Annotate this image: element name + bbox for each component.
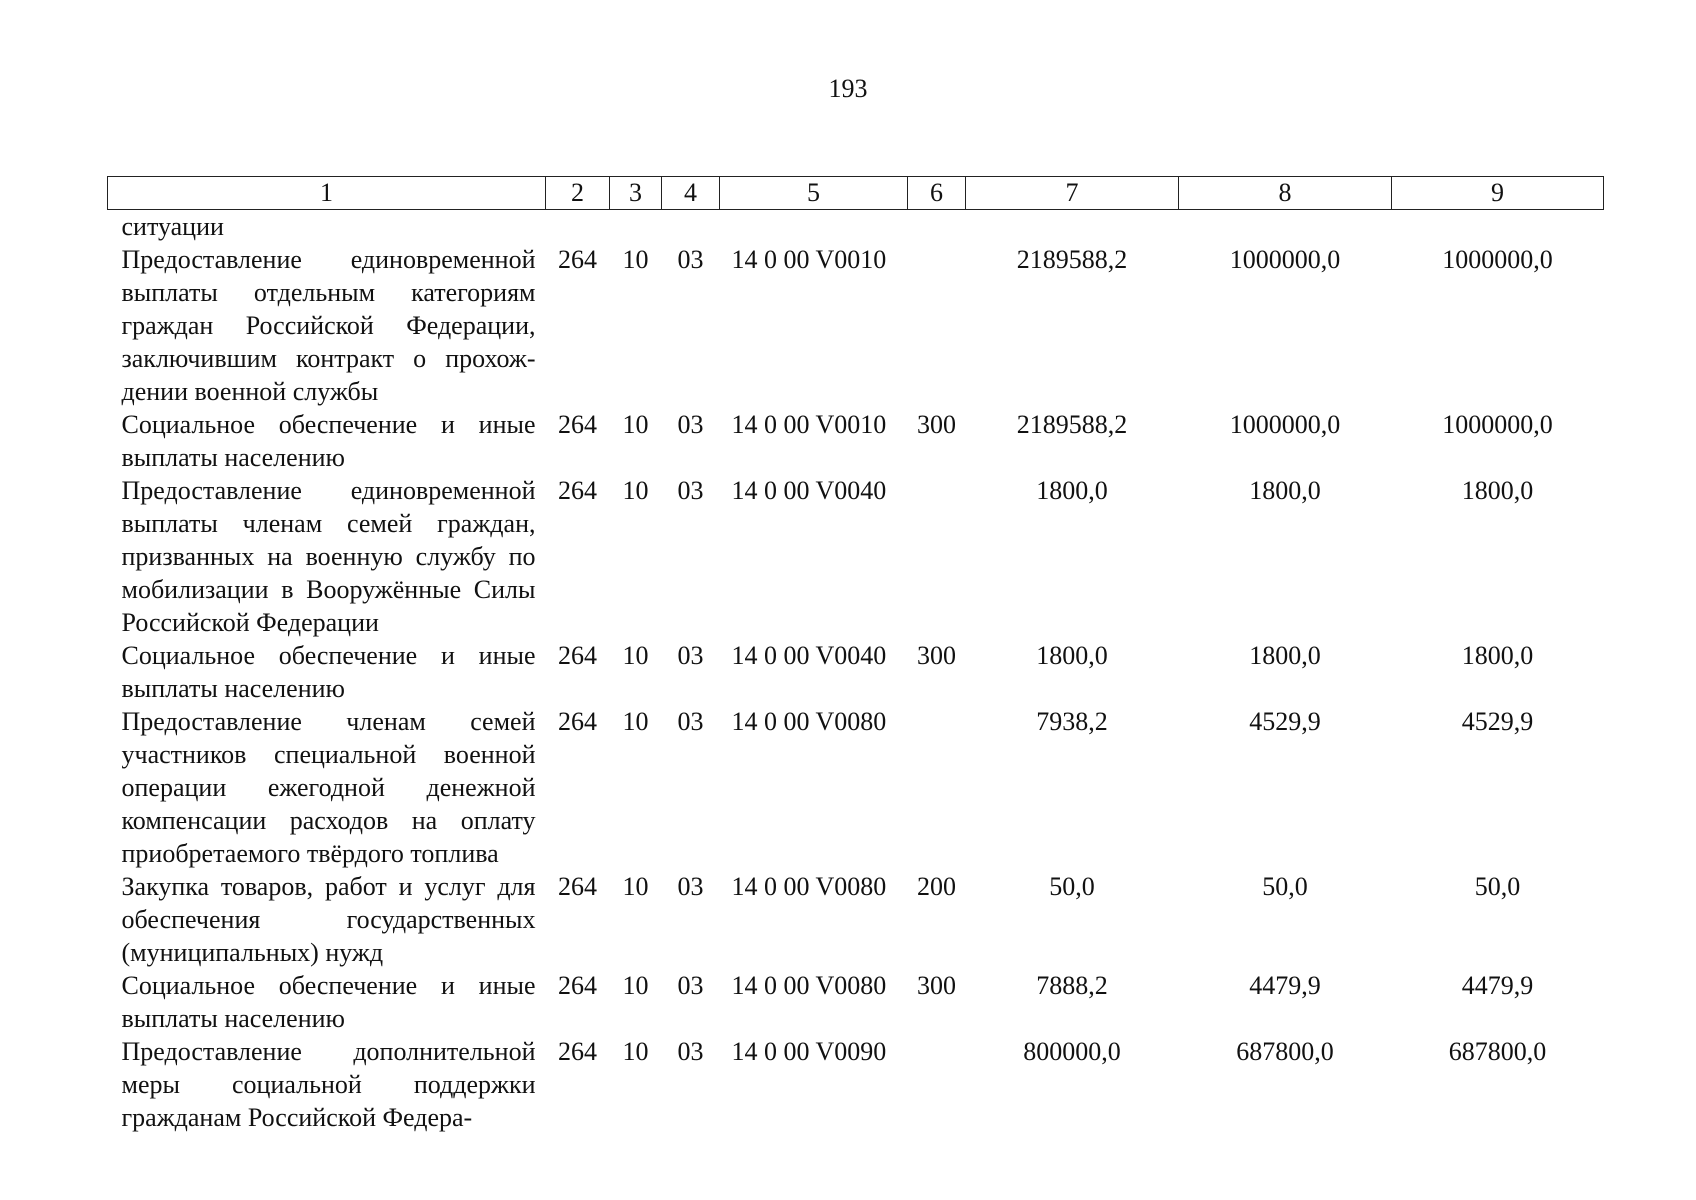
column-header: 9: [1392, 177, 1604, 210]
row-description: Закупка товаров, работ и услуг для обеспечения государственных (муниципальных) нужд: [121, 872, 536, 967]
cell-ministry-code: 264: [558, 476, 597, 505]
cell-amount-col7: 7938,2: [1036, 707, 1108, 736]
cell-subsection: 03: [677, 971, 704, 1000]
cell-expense-type: [908, 210, 966, 244]
cell-ministry-code: 264: [558, 872, 597, 901]
table-row: [108, 639, 1604, 705]
cell-expense-type: 200: [917, 872, 956, 901]
table-row: [108, 243, 1604, 408]
cell-amount-col8: 687800,0: [1236, 1037, 1334, 1066]
table-row: [108, 705, 1604, 870]
cell-expense-type: [908, 705, 966, 870]
cell-amount-col8: 1000000,0: [1229, 245, 1341, 274]
table-row: [108, 969, 1604, 1035]
cell-amount-col8: 4529,9: [1249, 707, 1321, 736]
cell-subsection: [662, 210, 720, 244]
header-row: [108, 177, 1604, 210]
cell-section: 10: [622, 410, 649, 439]
cell-subsection: 03: [677, 476, 704, 505]
column-header: 5: [720, 177, 908, 210]
row-description: Предоставление членам семей участников специальной военной операции ежегодной денежной компенсации расходов на оплату приобретаемого твёрдого топлива: [121, 707, 536, 868]
cell-ministry-code: 264: [558, 641, 597, 670]
cell-subsection: 03: [677, 872, 704, 901]
cell-amount-col9: 4529,9: [1461, 707, 1534, 736]
row-description: Предоставление единовременной выплаты членам семей граждан, призванных на военную службу по мобилизации в Вооружённые Силы Российской Федерации: [121, 476, 536, 637]
page-number: 193: [828, 74, 868, 103]
cell-section: [610, 210, 662, 244]
cell-expense-type: 300: [917, 641, 956, 670]
column-header: 6: [908, 177, 966, 210]
cell-amount-col9: 1800,0: [1461, 641, 1534, 670]
cell-amount-col9: [1392, 210, 1604, 244]
column-header: 8: [1179, 177, 1392, 210]
cell-amount-col8: 1800,0: [1249, 641, 1321, 670]
cell-target-article: 14 0 00 V0010: [731, 410, 887, 439]
cell-amount-col7: 1800,0: [1036, 641, 1108, 670]
cell-subsection: 03: [677, 707, 704, 736]
cell-amount-col8: [1179, 210, 1392, 244]
cell-expense-type: 300: [917, 410, 956, 439]
cell-ministry-code: 264: [558, 1037, 597, 1066]
column-header: 3: [610, 177, 662, 210]
cell-section: 10: [622, 1037, 649, 1066]
cell-subsection: 03: [677, 410, 704, 439]
table-row: [108, 474, 1604, 639]
table-row: [108, 1035, 1604, 1134]
cell-amount-col7: 2189588,2: [1016, 410, 1128, 439]
row-description: Предоставление единовременной выплаты отдельным категориям граждан Российской Федерации, заключившим контракт о прохождении военной службы: [121, 245, 536, 406]
row-description: Предоставление дополнительной меры социальной поддержки гражданам Российской Федера-: [121, 1037, 536, 1132]
cell-expense-type: 300: [917, 971, 956, 1000]
cell-section: 10: [622, 641, 649, 670]
cell-section: 10: [622, 707, 649, 736]
cell-amount-col7: 50,0: [1049, 872, 1095, 901]
cell-expense-type: [908, 1035, 966, 1134]
cell-target-article: 14 0 00 V0080: [731, 872, 887, 901]
cell-amount-col7: 2189588,2: [1016, 245, 1128, 274]
table-row: [108, 870, 1604, 969]
cell-ministry-code: 264: [558, 971, 597, 1000]
row-description: Социальное обеспечение и иные выплаты населению: [121, 641, 536, 703]
cell-section: 10: [622, 971, 649, 1000]
column-header: 4: [662, 177, 720, 210]
cell-ministry-code: 264: [558, 707, 597, 736]
cell-amount-col8: 4479,9: [1249, 971, 1321, 1000]
cell-ministry-code: 264: [558, 410, 597, 439]
column-header: 1: [108, 177, 546, 210]
cell-amount-col7: [966, 210, 1179, 244]
budget-table-container: [107, 176, 1603, 1134]
cell-subsection: 03: [677, 245, 704, 274]
cell-expense-type: [908, 474, 966, 639]
table-row: [108, 408, 1604, 474]
cell-target-article: 14 0 00 V0040: [731, 476, 887, 505]
cell-section: 10: [622, 245, 649, 274]
cell-section: 10: [622, 476, 649, 505]
cell-amount-col8: 50,0: [1262, 872, 1308, 901]
cell-amount-col9: 687800,0: [1448, 1037, 1547, 1066]
cell-target-article: [720, 210, 908, 244]
cell-target-article: 14 0 00 V0080: [731, 707, 887, 736]
row-description: ситуации: [121, 212, 224, 241]
cell-amount-col9: 1800,0: [1461, 476, 1534, 505]
cell-section: 10: [622, 872, 649, 901]
budget-table: [107, 176, 1604, 1134]
table-body: [108, 210, 1604, 1135]
table-header: [108, 177, 1604, 210]
cell-subsection: 03: [677, 1037, 704, 1066]
table-row: [108, 210, 1604, 244]
column-header: 7: [966, 177, 1179, 210]
row-description: Социальное обеспечение и иные выплаты населению: [121, 971, 536, 1033]
cell-amount-col9: 50,0: [1474, 872, 1521, 901]
cell-target-article: 14 0 00 V0040: [731, 641, 887, 670]
cell-ministry-code: 264: [558, 245, 597, 274]
cell-amount-col7: 800000,0: [1023, 1037, 1121, 1066]
cell-amount-col9: 1000000,0: [1442, 245, 1553, 274]
cell-amount-col8: 1800,0: [1249, 476, 1321, 505]
cell-ministry-code: [546, 210, 610, 244]
cell-target-article: 14 0 00 V0090: [731, 1037, 887, 1066]
cell-expense-type: [908, 243, 966, 408]
cell-amount-col8: 1000000,0: [1229, 410, 1341, 439]
cell-subsection: 03: [677, 641, 704, 670]
cell-amount-col9: 4479,9: [1461, 971, 1534, 1000]
cell-target-article: 14 0 00 V0010: [731, 245, 887, 274]
column-header: 2: [546, 177, 610, 210]
cell-target-article: 14 0 00 V0080: [731, 971, 887, 1000]
cell-amount-col7: 1800,0: [1036, 476, 1108, 505]
cell-amount-col7: 7888,2: [1036, 971, 1108, 1000]
row-description: Социальное обеспечение и иные выплаты населению: [121, 410, 536, 472]
cell-amount-col9: 1000000,0: [1442, 410, 1553, 439]
